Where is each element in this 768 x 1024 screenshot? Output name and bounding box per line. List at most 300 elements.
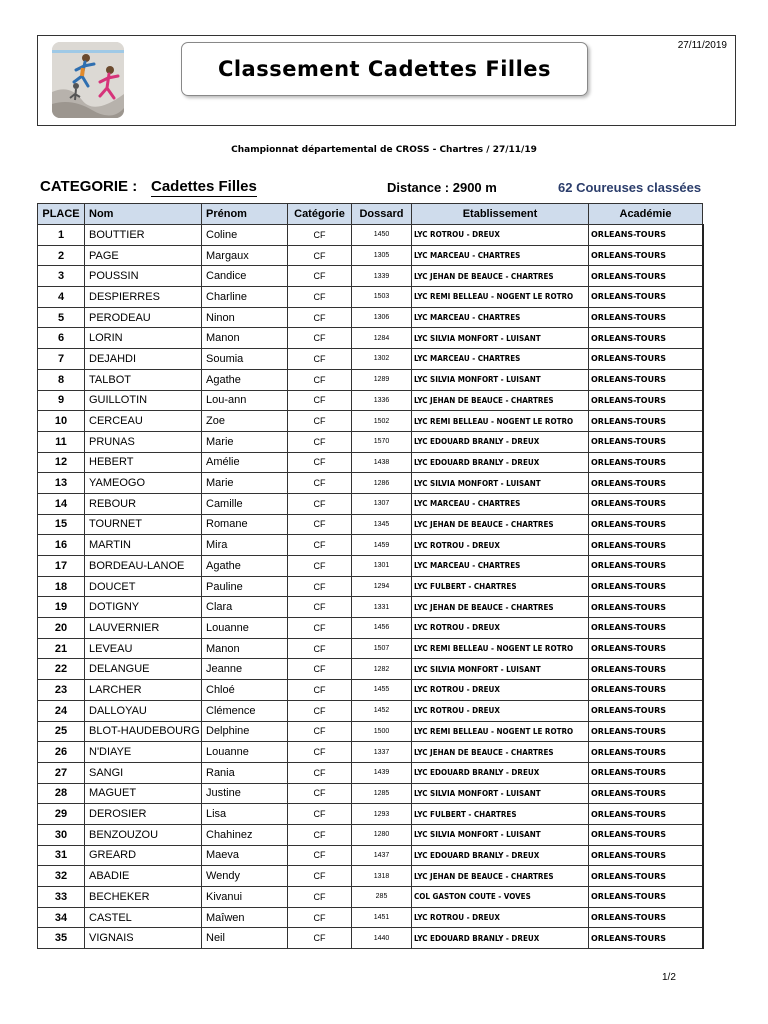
results-body: [38, 225, 703, 949]
etablissement-cell: LYC EDOUARD BRANLY - DREUX: [412, 452, 589, 473]
prenom-cell: Delphine: [202, 721, 288, 742]
table-row: [38, 907, 703, 928]
place-cell: 4: [38, 287, 85, 308]
header-box: [37, 35, 736, 126]
dossard-cell: 1450: [352, 225, 412, 246]
prenom-cell: Marie: [202, 431, 288, 452]
table-row: [38, 659, 703, 680]
dossard-cell: 1293: [352, 804, 412, 825]
academie-cell: ORLEANS-TOURS: [589, 907, 703, 928]
academie-cell: ORLEANS-TOURS: [589, 804, 703, 825]
academie-cell: ORLEANS-TOURS: [589, 845, 703, 866]
nom-cell: MAGUET: [85, 783, 202, 804]
table-row: [38, 804, 703, 825]
nom-cell: LARCHER: [85, 680, 202, 701]
academie-cell: ORLEANS-TOURS: [589, 369, 703, 390]
place-cell: 15: [38, 514, 85, 535]
prenom-cell: Chahinez: [202, 824, 288, 845]
dossard-cell: 1285: [352, 783, 412, 804]
table-row: [38, 824, 703, 845]
categorie-cell: CF: [288, 287, 352, 308]
academie-cell: ORLEANS-TOURS: [589, 824, 703, 845]
categorie-cell: CF: [288, 638, 352, 659]
table-row: [38, 225, 703, 246]
etablissement-cell: LYC REMI BELLEAU - NOGENT LE ROTRO: [412, 411, 589, 432]
dossard-cell: 1289: [352, 369, 412, 390]
academie-cell: ORLEANS-TOURS: [589, 638, 703, 659]
nom-cell: CERCEAU: [85, 411, 202, 432]
academie-cell: ORLEANS-TOURS: [589, 659, 703, 680]
categorie-cell: CF: [288, 680, 352, 701]
academie-cell: ORLEANS-TOURS: [589, 928, 703, 949]
academie-cell: ORLEANS-TOURS: [589, 576, 703, 597]
etablissement-cell: LYC JEHAN DE BEAUCE - CHARTRES: [412, 742, 589, 763]
prenom-cell: Agathe: [202, 369, 288, 390]
dossard-cell: 1280: [352, 824, 412, 845]
prenom-cell: Clémence: [202, 700, 288, 721]
table-row: [38, 390, 703, 411]
etablissement-cell: LYC REMI BELLEAU - NOGENT LE ROTRO: [412, 721, 589, 742]
table-row: [38, 514, 703, 535]
dossard-cell: 1307: [352, 493, 412, 514]
table-row: [38, 928, 703, 949]
prenom-cell: Pauline: [202, 576, 288, 597]
prenom-cell: Manon: [202, 328, 288, 349]
nom-cell: N'DIAYE: [85, 742, 202, 763]
page-number: 1/2: [662, 972, 676, 983]
etablissement-cell: LYC SILVIA MONFORT - LUISANT: [412, 328, 589, 349]
place-cell: 10: [38, 411, 85, 432]
categorie-cell: CF: [288, 928, 352, 949]
prenom-cell: Kivanui: [202, 887, 288, 908]
dossard-cell: 1286: [352, 473, 412, 494]
nom-cell: BORDEAU-LANOE: [85, 556, 202, 577]
dossard-cell: 1302: [352, 349, 412, 370]
table-row: [38, 721, 703, 742]
nom-cell: PRUNAS: [85, 431, 202, 452]
categorie-cell: CF: [288, 225, 352, 246]
etablissement-cell: LYC SILVIA MONFORT - LUISANT: [412, 369, 589, 390]
categorie-cell: CF: [288, 369, 352, 390]
table-row: [38, 349, 703, 370]
nom-cell: VIGNAIS: [85, 928, 202, 949]
academie-cell: ORLEANS-TOURS: [589, 431, 703, 452]
etablissement-cell: LYC REMI BELLEAU - NOGENT LE ROTRO: [412, 638, 589, 659]
place-cell: 14: [38, 493, 85, 514]
nom-cell: CASTEL: [85, 907, 202, 928]
table-row: [38, 638, 703, 659]
categorie-cell: CF: [288, 804, 352, 825]
dossard-cell: 1337: [352, 742, 412, 763]
dossard-cell: 1451: [352, 907, 412, 928]
categorie-cell: CF: [288, 742, 352, 763]
table-row: [38, 287, 703, 308]
etablissement-cell: LYC JEHAN DE BEAUCE - CHARTRES: [412, 266, 589, 287]
place-cell: 34: [38, 907, 85, 928]
academie-cell: ORLEANS-TOURS: [589, 866, 703, 887]
table-row: [38, 866, 703, 887]
table-row: [38, 452, 703, 473]
table-row: [38, 845, 703, 866]
table-header-row: [38, 204, 703, 225]
nom-cell: LAUVERNIER: [85, 618, 202, 639]
table-row: [38, 493, 703, 514]
categorie-cell: CF: [288, 473, 352, 494]
runners-logo-image: [52, 42, 124, 118]
etablissement-cell: LYC ROTROU - DREUX: [412, 535, 589, 556]
table-row: [38, 783, 703, 804]
academie-cell: ORLEANS-TOURS: [589, 245, 703, 266]
prenom-cell: Clara: [202, 597, 288, 618]
nom-cell: BOUTTIER: [85, 225, 202, 246]
dossard-cell: 1345: [352, 514, 412, 535]
place-cell: 19: [38, 597, 85, 618]
etablissement-cell: LYC ROTROU - DREUX: [412, 907, 589, 928]
place-cell: 6: [38, 328, 85, 349]
etablissement-cell: LYC ROTROU - DREUX: [412, 700, 589, 721]
prenom-cell: Romane: [202, 514, 288, 535]
academie-cell: ORLEANS-TOURS: [589, 535, 703, 556]
table-row: [38, 245, 703, 266]
nom-cell: LEVEAU: [85, 638, 202, 659]
nom-cell: DESPIERRES: [85, 287, 202, 308]
dossard-cell: 1282: [352, 659, 412, 680]
dossard-cell: 1452: [352, 700, 412, 721]
place-cell: 5: [38, 307, 85, 328]
prenom-cell: Amélie: [202, 452, 288, 473]
dossard-cell: 1284: [352, 328, 412, 349]
academie-cell: ORLEANS-TOURS: [589, 514, 703, 535]
categorie-cell: CF: [288, 721, 352, 742]
academie-cell: ORLEANS-TOURS: [589, 287, 703, 308]
academie-cell: ORLEANS-TOURS: [589, 328, 703, 349]
prenom-cell: Candice: [202, 266, 288, 287]
categorie-cell: CF: [288, 618, 352, 639]
prenom-cell: Zoe: [202, 411, 288, 432]
etablissement-cell: LYC MARCEAU - CHARTRES: [412, 556, 589, 577]
etablissement-cell: LYC JEHAN DE BEAUCE - CHARTRES: [412, 866, 589, 887]
categorie-cell: CF: [288, 907, 352, 928]
etablissement-cell: LYC ROTROU - DREUX: [412, 680, 589, 701]
categorie-cell: CF: [288, 866, 352, 887]
prenom-cell: Maeva: [202, 845, 288, 866]
dossard-cell: 1438: [352, 452, 412, 473]
prenom-cell: Jeanne: [202, 659, 288, 680]
academie-cell: ORLEANS-TOURS: [589, 493, 703, 514]
categorie-cell: CF: [288, 887, 352, 908]
categorie-cell: CF: [288, 307, 352, 328]
nom-cell: BLOT-HAUDEBOURG: [85, 721, 202, 742]
nom-cell: PERODEAU: [85, 307, 202, 328]
etablissement-cell: LYC MARCEAU - CHARTRES: [412, 349, 589, 370]
nom-cell: BENZOUZOU: [85, 824, 202, 845]
table-row: [38, 680, 703, 701]
dossard-cell: 1440: [352, 928, 412, 949]
prenom-cell: Lou-ann: [202, 390, 288, 411]
table-row: [38, 307, 703, 328]
col-header-place: PLACE: [38, 204, 85, 225]
place-cell: 27: [38, 762, 85, 783]
categorie-cell: CF: [288, 493, 352, 514]
prenom-cell: Louanne: [202, 618, 288, 639]
dossard-cell: 1306: [352, 307, 412, 328]
etablissement-cell: LYC REMI BELLEAU - NOGENT LE ROTRO: [412, 287, 589, 308]
dossard-cell: 1503: [352, 287, 412, 308]
dossard-cell: 1439: [352, 762, 412, 783]
place-cell: 13: [38, 473, 85, 494]
place-cell: 9: [38, 390, 85, 411]
dossard-cell: 1507: [352, 638, 412, 659]
nom-cell: LORIN: [85, 328, 202, 349]
event-subtitle: Championnat départemental de CROSS - Chartres / 27/11/19: [231, 145, 537, 155]
nom-cell: GREARD: [85, 845, 202, 866]
categorie-cell: CF: [288, 659, 352, 680]
categorie-cell: CF: [288, 431, 352, 452]
place-cell: 12: [38, 452, 85, 473]
nom-cell: REBOUR: [85, 493, 202, 514]
place-cell: 16: [38, 535, 85, 556]
academie-cell: ORLEANS-TOURS: [589, 700, 703, 721]
table-row: [38, 618, 703, 639]
prenom-cell: Manon: [202, 638, 288, 659]
dossard-cell: 1301: [352, 556, 412, 577]
nom-cell: TALBOT: [85, 369, 202, 390]
categorie-cell: CF: [288, 597, 352, 618]
etablissement-cell: LYC MARCEAU - CHARTRES: [412, 307, 589, 328]
prenom-cell: Justine: [202, 783, 288, 804]
dossard-cell: 1459: [352, 535, 412, 556]
place-cell: 21: [38, 638, 85, 659]
academie-cell: ORLEANS-TOURS: [589, 411, 703, 432]
academie-cell: ORLEANS-TOURS: [589, 742, 703, 763]
prenom-cell: Ninon: [202, 307, 288, 328]
categorie-cell: CF: [288, 514, 352, 535]
categorie-cell: CF: [288, 245, 352, 266]
etablissement-cell: LYC JEHAN DE BEAUCE - CHARTRES: [412, 390, 589, 411]
dossard-cell: 1318: [352, 866, 412, 887]
prenom-cell: Wendy: [202, 866, 288, 887]
categorie-cell: CF: [288, 452, 352, 473]
nom-cell: DOTIGNY: [85, 597, 202, 618]
place-cell: 8: [38, 369, 85, 390]
nom-cell: ABADIE: [85, 866, 202, 887]
nom-cell: BECHEKER: [85, 887, 202, 908]
categorie-cell: CF: [288, 576, 352, 597]
categorie-cell: CF: [288, 783, 352, 804]
prenom-cell: Mira: [202, 535, 288, 556]
prenom-cell: Louanne: [202, 742, 288, 763]
place-cell: 29: [38, 804, 85, 825]
place-cell: 20: [38, 618, 85, 639]
dossard-cell: 285: [352, 887, 412, 908]
academie-cell: ORLEANS-TOURS: [589, 721, 703, 742]
table-row: [38, 762, 703, 783]
results-table: [37, 203, 704, 949]
nom-cell: DALLOYAU: [85, 700, 202, 721]
nom-cell: PAGE: [85, 245, 202, 266]
table-row: [38, 597, 703, 618]
academie-cell: ORLEANS-TOURS: [589, 349, 703, 370]
place-cell: 33: [38, 887, 85, 908]
etablissement-cell: LYC ROTROU - DREUX: [412, 618, 589, 639]
nom-cell: GUILLOTIN: [85, 390, 202, 411]
etablissement-cell: LYC EDOUARD BRANLY - DREUX: [412, 762, 589, 783]
etablissement-cell: LYC ROTROU - DREUX: [412, 225, 589, 246]
categorie-cell: CF: [288, 824, 352, 845]
dossard-cell: 1456: [352, 618, 412, 639]
col-header-academie: Académie: [589, 204, 703, 225]
place-cell: 31: [38, 845, 85, 866]
academie-cell: ORLEANS-TOURS: [589, 597, 703, 618]
runners-count: 62 Coureuses classées: [558, 180, 702, 195]
nom-cell: MARTIN: [85, 535, 202, 556]
etablissement-cell: LYC FULBERT - CHARTRES: [412, 576, 589, 597]
prenom-cell: Lisa: [202, 804, 288, 825]
place-cell: 18: [38, 576, 85, 597]
etablissement-cell: LYC EDOUARD BRANLY - DREUX: [412, 845, 589, 866]
categorie-cell: CF: [288, 266, 352, 287]
col-header-categorie: Catégorie: [288, 204, 352, 225]
categorie-cell: CF: [288, 411, 352, 432]
table-row: [38, 369, 703, 390]
place-cell: 1: [38, 225, 85, 246]
prenom-cell: Charline: [202, 287, 288, 308]
col-header-etablissement: Etablissement: [412, 204, 589, 225]
nom-cell: HEBERT: [85, 452, 202, 473]
academie-cell: ORLEANS-TOURS: [589, 762, 703, 783]
table-row: [38, 535, 703, 556]
distance-text: Distance : 2900 m: [387, 180, 497, 195]
categorie-cell: CF: [288, 700, 352, 721]
categorie-cell: CF: [288, 556, 352, 577]
categorie-cell: CF: [288, 328, 352, 349]
etablissement-cell: LYC SILVIA MONFORT - LUISANT: [412, 783, 589, 804]
nom-cell: DEJAHDI: [85, 349, 202, 370]
etablissement-cell: LYC SILVIA MONFORT - LUISANT: [412, 473, 589, 494]
categorie-cell: CF: [288, 390, 352, 411]
prenom-cell: Rania: [202, 762, 288, 783]
nom-cell: DELANGUE: [85, 659, 202, 680]
place-cell: 35: [38, 928, 85, 949]
dossard-cell: 1502: [352, 411, 412, 432]
table-row: [38, 556, 703, 577]
etablissement-cell: LYC JEHAN DE BEAUCE - CHARTRES: [412, 514, 589, 535]
place-cell: 17: [38, 556, 85, 577]
categorie-cell: CF: [288, 349, 352, 370]
etablissement-cell: LYC SILVIA MONFORT - LUISANT: [412, 659, 589, 680]
category-value: Cadettes Filles: [151, 178, 257, 195]
place-cell: 24: [38, 700, 85, 721]
etablissement-cell: LYC MARCEAU - CHARTRES: [412, 245, 589, 266]
table-row: [38, 742, 703, 763]
etablissement-cell: LYC FULBERT - CHARTRES: [412, 804, 589, 825]
table-row: [38, 431, 703, 452]
place-cell: 22: [38, 659, 85, 680]
table-row: [38, 266, 703, 287]
etablissement-cell: LYC EDOUARD BRANLY - DREUX: [412, 928, 589, 949]
dossard-cell: 1331: [352, 597, 412, 618]
prenom-cell: Camille: [202, 493, 288, 514]
academie-cell: ORLEANS-TOURS: [589, 680, 703, 701]
etablissement-cell: LYC EDOUARD BRANLY - DREUX: [412, 431, 589, 452]
dossard-cell: 1500: [352, 721, 412, 742]
etablissement-cell: LYC SILVIA MONFORT - LUISANT: [412, 824, 589, 845]
place-cell: 11: [38, 431, 85, 452]
academie-cell: ORLEANS-TOURS: [589, 452, 703, 473]
academie-cell: ORLEANS-TOURS: [589, 887, 703, 908]
prenom-cell: Agathe: [202, 556, 288, 577]
nom-cell: YAMEOGO: [85, 473, 202, 494]
nom-cell: DOUCET: [85, 576, 202, 597]
academie-cell: ORLEANS-TOURS: [589, 473, 703, 494]
dossard-cell: 1437: [352, 845, 412, 866]
etablissement-cell: COL GASTON COUTE - VOVES: [412, 887, 589, 908]
prenom-cell: Coline: [202, 225, 288, 246]
nom-cell: POUSSIN: [85, 266, 202, 287]
place-cell: 32: [38, 866, 85, 887]
place-cell: 2: [38, 245, 85, 266]
categorie-cell: CF: [288, 535, 352, 556]
etablissement-cell: LYC JEHAN DE BEAUCE - CHARTRES: [412, 597, 589, 618]
category-label: CATEGORIE :: [40, 178, 138, 195]
dossard-cell: 1305: [352, 245, 412, 266]
prenom-cell: Soumia: [202, 349, 288, 370]
academie-cell: ORLEANS-TOURS: [589, 556, 703, 577]
page-title: Classement Cadettes Filles: [181, 42, 588, 96]
place-cell: 23: [38, 680, 85, 701]
categorie-cell: CF: [288, 845, 352, 866]
report-date: 27/11/2019: [677, 40, 727, 51]
prenom-cell: Marie: [202, 473, 288, 494]
academie-cell: ORLEANS-TOURS: [589, 225, 703, 246]
academie-cell: ORLEANS-TOURS: [589, 266, 703, 287]
dossard-cell: 1336: [352, 390, 412, 411]
etablissement-cell: LYC MARCEAU - CHARTRES: [412, 493, 589, 514]
prenom-cell: Chloé: [202, 680, 288, 701]
prenom-cell: Neil: [202, 928, 288, 949]
academie-cell: ORLEANS-TOURS: [589, 390, 703, 411]
nom-cell: SANGI: [85, 762, 202, 783]
prenom-cell: Maîwen: [202, 907, 288, 928]
dossard-cell: 1570: [352, 431, 412, 452]
table-row: [38, 411, 703, 432]
nom-cell: TOURNET: [85, 514, 202, 535]
col-header-prenom: Prénom: [202, 204, 288, 225]
dossard-cell: 1455: [352, 680, 412, 701]
categorie-cell: CF: [288, 762, 352, 783]
prenom-cell: Margaux: [202, 245, 288, 266]
place-cell: 7: [38, 349, 85, 370]
academie-cell: ORLEANS-TOURS: [589, 307, 703, 328]
academie-cell: ORLEANS-TOURS: [589, 783, 703, 804]
nom-cell: DEROSIER: [85, 804, 202, 825]
place-cell: 26: [38, 742, 85, 763]
col-header-dossard: Dossard: [352, 204, 412, 225]
table-row: [38, 473, 703, 494]
table-row: [38, 700, 703, 721]
col-header-nom: Nom: [85, 204, 202, 225]
academie-cell: ORLEANS-TOURS: [589, 618, 703, 639]
table-row: [38, 887, 703, 908]
dossard-cell: 1294: [352, 576, 412, 597]
table-row: [38, 576, 703, 597]
runners-icon: [52, 42, 124, 118]
place-cell: 30: [38, 824, 85, 845]
place-cell: 25: [38, 721, 85, 742]
place-cell: 28: [38, 783, 85, 804]
table-row: [38, 328, 703, 349]
place-cell: 3: [38, 266, 85, 287]
